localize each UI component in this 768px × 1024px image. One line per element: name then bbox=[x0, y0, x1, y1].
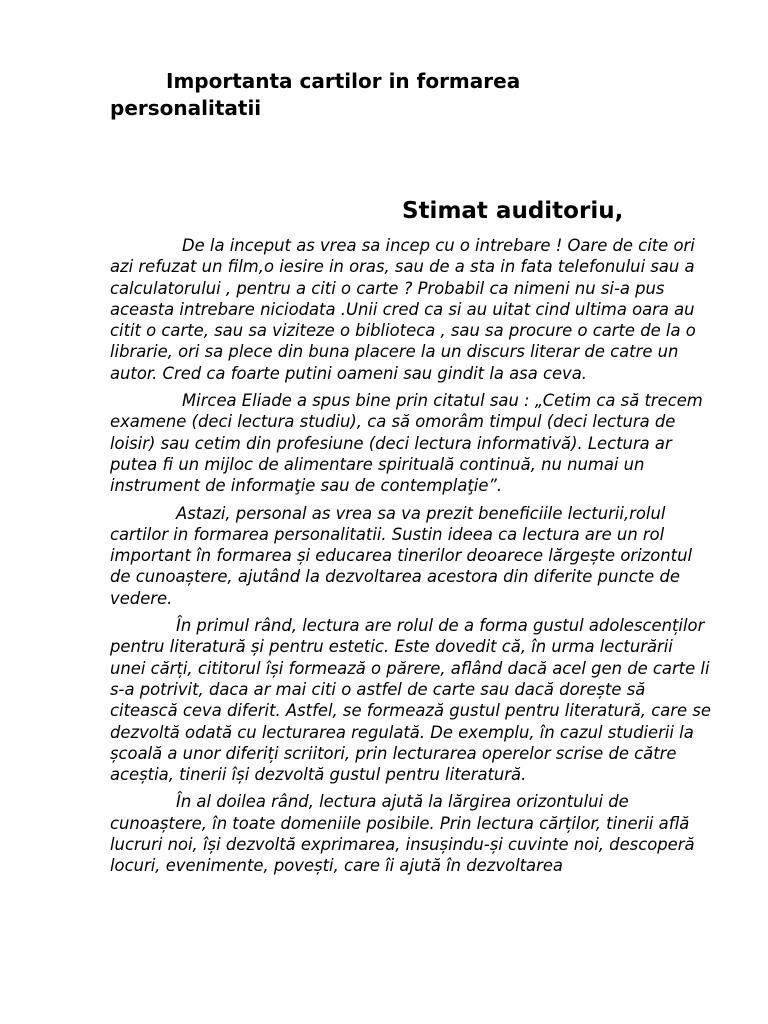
salutation: Stimat auditoriu, bbox=[402, 198, 624, 224]
paragraph-intro: De la inceput as vrea sa incep cu o intrebare ! Oare de cite ori azi refuzat un film,o iesire in oras, sau de a sta in fata telefonului sau a calculatorului , pentru a citi o carte ? Probabil ca nimeni nu si-a pus aceasta intrebare niciodata .Unii cred ca si au uitat cind ultima oara au citit o carte, sau sa viziteze o biblioteca , sau sa procure o carte de la o librarie, ori sa plece din buna placere la un discurs literar de catre un autor. Cred ca foarte putini oameni sau gindit la asa ceva. bbox=[110, 236, 696, 383]
paragraph-thesis: Astazi, personal as vrea sa va prezit beneficiile lecturii,rolul cartilor in formarea personalitatii. Sustin ideea ca lectura are un rol important în formarea și educarea tinerilor deoarece lărgește orizontul de cunoaștere, ajutând la dezvoltarea acestora din diferite puncte de vedere. bbox=[110, 503, 693, 608]
paragraph-first-argument: În primul rând, lectura are rolul de a forma gustul adolescenților pentru literatură și pentru estetic. Este dovedit că, în urma lecturării unei cărți, cititorul își formează o părere, aflând dacă acel gen de carte li s-a potrivit, daca ar mai citi o astfel de carte sau dacă dorește să citească ceva diferit. Astfel, se formează gustul pentru literatură, care se dezvoltă odată cu lecturarea regulată. De exemplu, în cazul studierii la școală a unor diferiți scriitori, prin lecturarea operelor scrise de către aceștia, tinerii își dezvoltă gustul pentru literatură. bbox=[110, 616, 711, 785]
paragraph-second-argument: În al doilea rând, lectura ajută la lărgirea orizontului de cunoaștere, în toate domeniile posibile. Prin lectura cărților, tinerii află lucruri noi, își dezvoltă exprimarea, insușindu-și cuvinte noi, descoperă locuri, evenimente, povești, care îi ajută în dezvoltarea bbox=[110, 792, 695, 876]
paragraph-quote: Mircea Eliade a spus bine prin citatul sau : „Cetim ca să trecem examene (deci lectura studiu), ca să omorâm timpul (deci lectura de loisir) sau cetim din profesiune (deci lectura informativă). Lectura ar putea fi un mijloc de alimentare spirituală continuă, nu numai un instrument de informaţie sau de contemplaţie”. bbox=[110, 391, 703, 496]
document-body bbox=[110, 235, 712, 883]
document-title: Importanta cartilor in formarea personalitatii bbox=[110, 69, 521, 120]
